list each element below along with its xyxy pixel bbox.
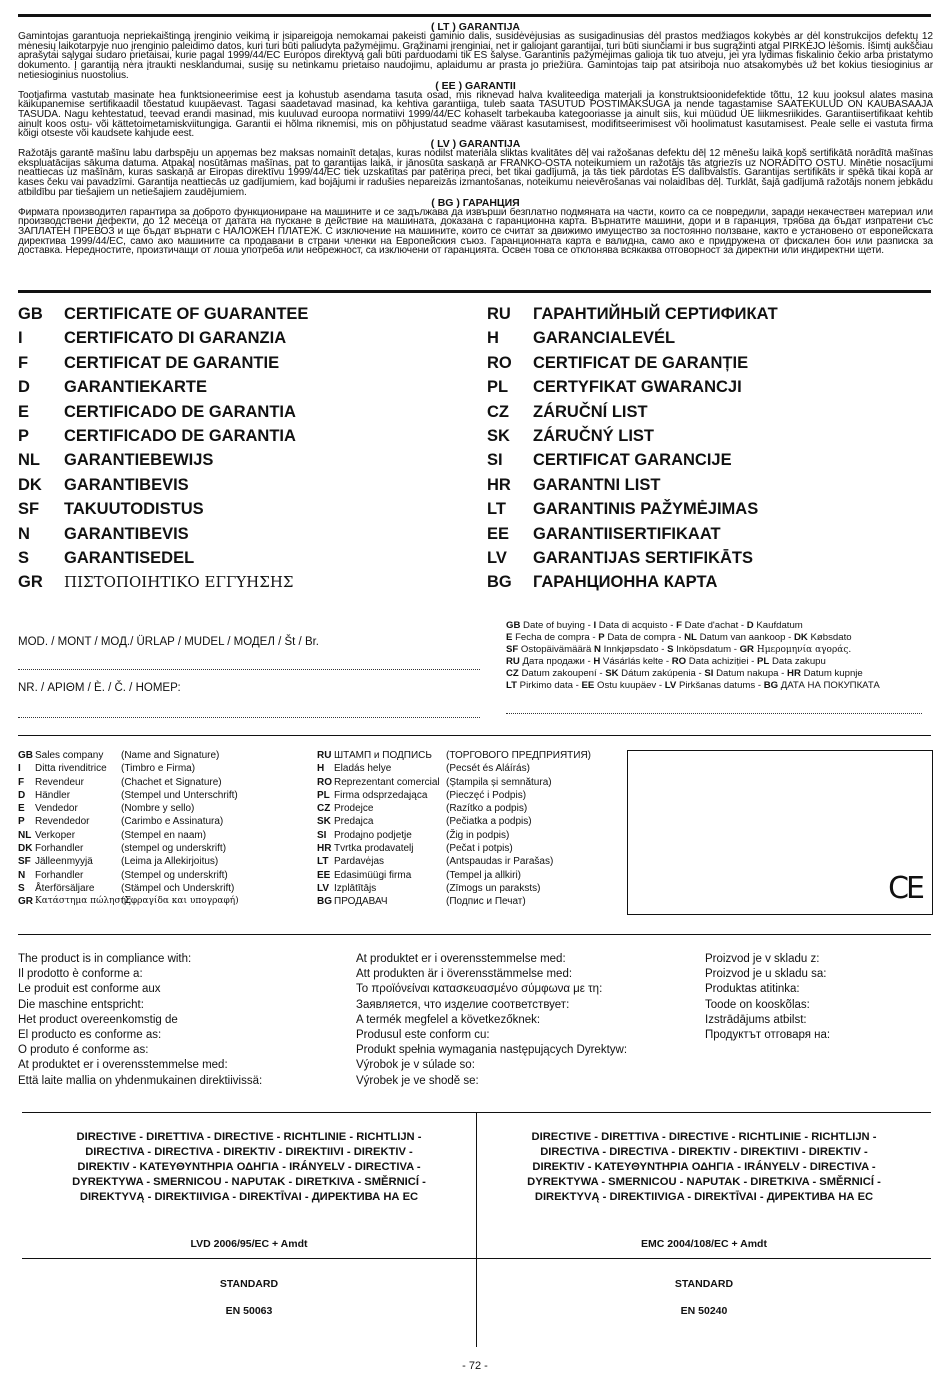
certificate-title: CERTIFICATE OF GUARANTEE xyxy=(64,305,309,323)
guarantee-section-title: ( EE ) GARANTII xyxy=(435,79,516,92)
language-code: CZ xyxy=(487,402,509,421)
language-code: PL xyxy=(317,789,330,801)
stamp-signature-label: (Nombre y sello) xyxy=(121,803,195,815)
directive-headings-right xyxy=(477,1130,931,1205)
certificate-row xyxy=(487,403,778,427)
date-of-buying-label: Date d'achat - xyxy=(682,620,747,631)
sales-row xyxy=(317,855,591,868)
certificate-row xyxy=(18,427,308,451)
sales-company-label: Tvrtka prodavatelj xyxy=(334,843,414,855)
stamp-signature-label: (ТОРГОВОГО ПРЕДПРИЯТИЯ) xyxy=(446,750,592,761)
sales-row xyxy=(18,802,239,815)
sales-company-label: Återförsäljare xyxy=(35,882,95,894)
stamp-signature-label: (Подпис и Печат) xyxy=(446,896,526,908)
language-code: GR xyxy=(18,573,43,592)
model-label: MOD. / MONT / МОД./ ÜRLAP / MUDEL / МОДЕЛ / Št / Br. xyxy=(18,636,319,648)
language-code: F xyxy=(676,620,682,631)
certificate-row xyxy=(487,305,778,329)
certificate-row xyxy=(487,378,778,402)
compliance-line: Produkt spełnia wymagania następujących Dyrektyw: xyxy=(356,1044,628,1057)
language-code: GR xyxy=(739,644,754,655)
sales-row xyxy=(317,842,591,855)
certificate-title: ГАРАНЦИОННА КАРТА xyxy=(533,573,718,592)
language-code: P xyxy=(18,816,25,828)
language-code: S xyxy=(18,548,30,567)
stamp-signature-label: (Pecsét és Aláírás) xyxy=(446,763,530,775)
date-of-buying-label: Data de compra - xyxy=(604,632,685,643)
compliance-column-3 xyxy=(705,952,830,1043)
sales-company-label: Edasimüügi firma xyxy=(334,869,412,881)
language-code: HR xyxy=(787,668,801,679)
date-of-buying-label: Kaufdatum xyxy=(753,620,803,631)
date-of-buying-label: Datum zakoupení - xyxy=(518,668,606,679)
language-code: GR xyxy=(18,896,33,908)
language-code: DK xyxy=(18,843,33,855)
guarantee-section-title: ( LT ) GARANTIJA xyxy=(430,21,521,33)
guarantee-section-text: Ražotājs garantē mašīnu labu darbspēju un apņemas bez maksas nomainīt detaļas, kuras nodilst materiāla sliktas kvalitātes dēļ vai ražošanas defektu dēļ 12 mēnešu laikā kopš sertifikātā norādītā mašīnas ekspluatācijas sākuma datuma. Atpakaļ nosūtāmas mašīnas, pat to garantijas laikā, ir jānosūta saskaņā ar FRANKO-OSTA noteikumiem un ražotājs tās atgriezīs uz NORĀDĪTO OSTU. Minētie nosacījumi neattiecas uz mašīnām, kuras saskaņā ar Eiropas direktīvu 1999/44/EC tiek uzskatītas par patēriņa preci, bet tikai gadījumā, ja tās tiek pārdotas ES dalībvalstīs. Garantijas sertifikāts ir spēkā tikai kopā ar kases čeku vai pavadzīmi. Garantija neattiecās uz gadījumiem, kad bojājumi ir radušies nepareizās izmantošanas, noteikumu neievērošanas vai nolaidības dēļ. Turklāt, šajā gadījumā ražotājs nonem jebkādu atbildību par tiešajiem un netiešajiem zaudējumiem. xyxy=(18,148,933,198)
compliance-line: At produktet er i overensstemmelse med: xyxy=(18,1059,228,1072)
ce-mark: CE xyxy=(888,871,922,906)
stamp-signature-label: (Tempel ja allkiri) xyxy=(446,869,522,881)
certificate-title: GARANTISEDEL xyxy=(64,548,195,567)
certificate-row xyxy=(18,451,308,475)
directive-heading-line: DIRECTIVA - DIRECTIVA - DIREKTIV - DIREKTIIVI - DIREKTIV - xyxy=(85,1146,413,1158)
directive-heading-line: DYREKTYWA - SMERNICOU - NAPUTAK - DIRETKIVA - SMĚRNICÍ - xyxy=(527,1176,881,1188)
language-code: D xyxy=(18,789,26,801)
stamp-box xyxy=(627,750,933,915)
certificate-title: GARANTIBEVIS xyxy=(64,524,189,543)
stamp-signature-label: (Pečat i potpis) xyxy=(446,843,513,855)
compliance-line: Että laite mallia on yhdenmukainen direktiivissä: xyxy=(18,1074,263,1087)
model-number-block xyxy=(18,636,480,718)
page-number: - 72 - xyxy=(462,1360,488,1372)
language-code: NL xyxy=(18,451,40,470)
directive-right-column xyxy=(477,1112,931,1317)
date-of-buying-label: Date of buying - xyxy=(520,620,594,631)
language-code: E xyxy=(18,402,30,421)
language-code: NL xyxy=(684,632,697,643)
language-code: D xyxy=(746,620,754,631)
language-code: PL xyxy=(757,656,770,667)
sales-row xyxy=(18,895,239,908)
date-of-buying-label: Pirkimo data - xyxy=(517,680,582,691)
stamp-signature-label: (Stempel und Unterschrift) xyxy=(121,789,238,801)
stamp-signature-label: (Carimbo e Assinatura) xyxy=(121,816,224,828)
sales-row xyxy=(317,789,591,802)
certificate-title: ΠΙΣΤΟΠΟΙΗΤΙΚΟ ΕΓΓΥΗΣΗΣ xyxy=(64,573,294,592)
language-code: I xyxy=(593,620,597,631)
language-code: SK xyxy=(605,668,619,679)
sales-company-label: Forhandler xyxy=(35,843,84,855)
date-of-buying-label: Innkjøpsdato - xyxy=(600,644,668,655)
sales-row xyxy=(18,842,239,855)
compliance-line: A termék megfelel a következőknek: xyxy=(356,1013,541,1026)
guarantee-section-text: Фирмата производител гарантира за доброто функциониране на машините и се задължава да извърши безплатно подмяната на части, които са се повредили, заради некачествен материал или производствени дефекти, до 12 месеца от датата на пускане в действие на машината, доказана с гаранционна карта. Върнатите машини, дори и в гаранция, трябва да бъдат изпратени със ЗАПЛАТЕН ПРЕВОЗ и ще бъдат върнати с НАЛОЖЕН ПЛАТЕЖ. С изключение на машините, които се считат за движимо имущество за постоянно ползване, както е установено от европейската директива 1999/44/ЕС, само ако машините са продавани в страни членки на Европейския съюз. Гаранционната карта е валидна, само ако е придружена от фискален бон или разписка за доставка. Нередностите, произтичащи от лоша употреба или небрежност, са изключени от гаранцията. Освен това се отклонява всякаква отговорност за директни или индиректни щети. xyxy=(18,206,933,257)
language-code: DK xyxy=(18,475,42,494)
certificate-title: TAKUUTODISTUS xyxy=(64,500,204,519)
directive-mid-rule xyxy=(22,1258,931,1259)
language-code: SI xyxy=(487,451,503,470)
sales-row xyxy=(18,815,239,828)
compliance-line: Het product overeenkomstig de xyxy=(18,1013,178,1026)
compliance-column-1 xyxy=(18,952,262,1089)
thin-rule-1 xyxy=(18,735,931,736)
model-dotted-line xyxy=(18,668,480,670)
number-dotted-line xyxy=(18,716,480,718)
stamp-signature-label: (Name and Signature) xyxy=(121,750,220,761)
directive-heading-line: DIREKTYVĄ - DIREKTIIVIGA - DIREKTĪVAI - ДИРЕКТИВА НА ЕС xyxy=(79,1191,419,1203)
certificate-row xyxy=(487,354,778,378)
compliance-line: The product is in compliance with: xyxy=(18,953,192,965)
sales-company-label: Prodajno podjetje xyxy=(334,829,412,841)
sales-row xyxy=(18,829,239,842)
compliance-line: Заявляется, что изделие соответствует: xyxy=(356,998,570,1011)
certificate-row xyxy=(18,549,308,573)
stamp-signature-label: (Pečiatka a podpis) xyxy=(446,816,532,828)
language-code: GB xyxy=(18,305,43,323)
language-code: SF xyxy=(18,500,40,519)
sales-row xyxy=(317,815,591,828)
sales-company-label: Izplātītājs xyxy=(334,882,377,894)
certificate-title: CERTYFIKAT GWARANCJI xyxy=(533,378,742,397)
certificate-title: GARANTIISERTIFIKAAT xyxy=(533,524,721,543)
certificate-title: CERTIFICAT DE GARANȚIE xyxy=(533,353,749,372)
date-of-buying-label: Datum van aankoop - xyxy=(696,632,794,643)
sales-row xyxy=(317,829,591,842)
language-code: SK xyxy=(317,816,331,828)
language-code: LT xyxy=(487,500,506,519)
date-of-buying-label: Data achiziției - xyxy=(686,656,758,667)
standard-right-value: EN 50240 xyxy=(680,1305,728,1317)
language-code: CZ xyxy=(506,668,519,679)
date-of-buying-label: ДАТА НА ПОКУПКАТА xyxy=(778,680,880,691)
language-code: H xyxy=(593,656,601,667)
sales-row xyxy=(317,869,591,882)
language-code: SF xyxy=(18,856,31,868)
date-of-buying-label: Inköpsdatum - xyxy=(673,644,740,655)
language-code: EE xyxy=(581,680,595,691)
sales-company-left xyxy=(18,749,239,909)
language-code: RU xyxy=(506,656,520,667)
guarantee-section-title: ( BG ) ГАРАНЦИЯ xyxy=(431,196,520,209)
certificate-row xyxy=(18,573,308,597)
certificate-row xyxy=(18,354,308,378)
sales-row xyxy=(317,762,591,775)
sales-row xyxy=(18,789,239,802)
certificate-row xyxy=(487,500,778,524)
standard-left-value: EN 50063 xyxy=(225,1305,273,1317)
certificate-title: CERTIFICADO DE GARANTIA xyxy=(64,426,296,445)
certificate-title: ГАРАНТИЙНЫЙ СЕРТИФИКАТ xyxy=(533,305,778,323)
certificate-row xyxy=(487,476,778,500)
stamp-signature-label: (Razítko a podpis) xyxy=(446,803,528,815)
language-code: H xyxy=(317,763,325,775)
date-of-buying-block xyxy=(506,620,926,692)
language-code: LT xyxy=(506,680,518,691)
certificate-title: ZÁRUČNÝ LIST xyxy=(533,426,654,445)
language-code: LV xyxy=(317,882,330,894)
sales-company-label: ПРОДАВАЧ xyxy=(334,896,388,908)
sales-company-label: Jälleenmyyjä xyxy=(35,856,93,868)
sales-company-label: Revendedor xyxy=(35,816,90,828)
date-of-buying-label: Ημερομηνία αγοράς. xyxy=(753,645,852,655)
language-code: CZ xyxy=(317,803,331,815)
certificate-row xyxy=(487,451,778,475)
compliance-column-2 xyxy=(356,952,627,1089)
sales-company-label: Revendeur xyxy=(35,776,84,788)
compliance-line: Le produit est conforme aux xyxy=(18,983,161,996)
certificate-row xyxy=(487,329,778,353)
sales-company-label: Κατάστημα πώλησης xyxy=(35,896,132,907)
certificate-row xyxy=(18,403,308,427)
language-code: RO xyxy=(487,353,512,372)
sales-company-label: Sales company xyxy=(35,750,104,761)
compliance-line: Produktas atitinka: xyxy=(705,983,800,996)
sales-row xyxy=(317,776,591,789)
directive-left-column xyxy=(22,1112,476,1317)
compliance-line: Το προϊόνείναι κατασκευασμένο σύμφωνα με τη: xyxy=(356,983,603,996)
top-rule xyxy=(18,14,931,17)
language-code: BG xyxy=(763,680,779,691)
language-code: N xyxy=(18,869,26,881)
guarantee-text-block xyxy=(18,22,933,256)
stamp-signature-label: (Stempel en naam) xyxy=(121,829,207,841)
sales-company-label: Händler xyxy=(35,789,71,801)
certificate-title: GARANTIEKARTE xyxy=(64,378,207,397)
certificate-title: GARANTIJAS SERTIFIKĀTS xyxy=(533,548,754,567)
compliance-line: Výrobok je v súlade so: xyxy=(356,1059,475,1072)
language-code: GB xyxy=(18,750,33,761)
sales-row xyxy=(18,855,239,868)
language-code: HR xyxy=(317,843,332,855)
directive-heading-line: DIREKTIV - ΚΑΤΕΥΘΥΝΤΗΡΙΑ ΟΔΗΓΙΑ - IRÁNYELV - DIRECTIVA - xyxy=(77,1161,421,1173)
certificate-title: GARANTIEBEWIJS xyxy=(64,451,214,470)
certificate-title: GARANTINIS PAŽYMĖJIMAS xyxy=(533,500,759,519)
language-code: F xyxy=(18,353,29,372)
compliance-line: Die maschine entspricht: xyxy=(18,998,144,1011)
language-code: LV xyxy=(487,548,507,567)
date-of-buying-line xyxy=(506,644,926,656)
sales-company-label: Predajca xyxy=(334,816,374,828)
language-code: EE xyxy=(487,524,510,543)
language-code: RO xyxy=(671,656,687,667)
date-of-buying-label: Købsdato xyxy=(807,632,852,643)
compliance-line: Izstrādājums atbilst: xyxy=(705,1013,807,1026)
directive-left-value: LVD 2006/95/EC + Amdt xyxy=(190,1238,308,1250)
compliance-line: Produsul este conform cu: xyxy=(356,1029,490,1042)
date-of-buying-label: Datum nakupa - xyxy=(713,668,788,679)
language-code: LT xyxy=(317,856,329,868)
compliance-line: O produto é conforme as: xyxy=(18,1044,149,1057)
sales-row xyxy=(18,869,239,882)
language-code: SI xyxy=(317,829,327,841)
sales-company-label: Forhandler xyxy=(35,869,84,881)
guarantee-section-title: ( LV ) GARANTIJA xyxy=(430,138,521,151)
sales-row xyxy=(18,762,239,775)
language-code: SI xyxy=(704,668,714,679)
stamp-signature-label: (Stämpel och Underskrift) xyxy=(121,882,235,894)
compliance-line: Toode on kooskõlas: xyxy=(705,998,810,1011)
certificate-row xyxy=(487,525,778,549)
stamp-signature-label: (Leima ja Allekirjoitus) xyxy=(121,856,219,868)
date-of-buying-label: Dátum zakúpenia - xyxy=(618,668,705,679)
certificate-title: GARANTIBEVIS xyxy=(64,475,189,494)
date-of-buying-label: Vásárlás kelte - xyxy=(600,656,672,667)
language-code: I xyxy=(18,763,21,775)
language-code: DK xyxy=(793,632,808,643)
language-code: S xyxy=(667,644,674,655)
number-label: NR. / ΑΡΙΘΜ / È. / Č. / НОМЕР: xyxy=(18,682,181,694)
date-of-buying-label: Data zakupu xyxy=(769,656,826,667)
stamp-signature-label: (Σφραγίδα και υπογραφή) xyxy=(121,896,239,907)
certificate-title: CERTIFICAT DE GARANTIE xyxy=(64,353,280,372)
compliance-line: At produktet er i overensstemmelse med: xyxy=(356,953,566,965)
sales-company-label: Pardavėjas xyxy=(334,856,385,868)
language-code: BG xyxy=(317,896,332,908)
date-of-buying-line xyxy=(506,668,926,680)
language-code: I xyxy=(18,329,23,348)
certificate-title: GARANCIALEVÉL xyxy=(533,329,676,348)
stamp-signature-label: (stempel og underskrift) xyxy=(121,843,227,855)
language-code: E xyxy=(506,632,513,643)
sales-company-label: Vendedor xyxy=(35,803,78,815)
sales-company-label: Eladás helye xyxy=(334,763,392,775)
stamp-signature-label: (Stempel og underskrift) xyxy=(121,869,228,881)
certificate-row xyxy=(487,549,778,573)
stamp-signature-label: (Pieczęć i Podpis) xyxy=(446,789,527,801)
compliance-line: Att produkten är i överensstämmelse med: xyxy=(356,968,573,981)
certificate-title: ZÁRUČNÍ LIST xyxy=(533,402,648,421)
date-of-buying-label: Fecha de compra - xyxy=(512,632,599,643)
language-code: NL xyxy=(18,829,32,841)
directive-heading-line: DIRECTIVE - DIRETTIVA - DIRECTIVE - RICHTLINIE - RICHTLIJN - xyxy=(531,1131,877,1143)
language-code: PL xyxy=(487,378,509,397)
compliance-line: Proizvod je v skladu z: xyxy=(705,953,820,965)
compliance-line: Výrobek je ve shodě se: xyxy=(356,1074,479,1087)
certificate-row xyxy=(18,329,308,353)
sales-row xyxy=(18,776,239,789)
directive-frame xyxy=(22,1112,931,1347)
language-code: P xyxy=(598,632,605,643)
language-code: H xyxy=(487,329,499,348)
compliance-line: Il prodotto è conforme a: xyxy=(18,968,143,981)
sales-company-label: Prodejce xyxy=(334,803,374,815)
stamp-signature-label: (Ștampila și semnătura) xyxy=(446,776,552,788)
directive-headings-left xyxy=(22,1130,476,1205)
sales-row xyxy=(317,895,591,908)
date-of-buying-line xyxy=(506,632,926,644)
directive-heading-line: DIREKTYVĄ - DIREKTIIVIGA - DIREKTĪVAI - ДИРЕКТИВА НА ЕС xyxy=(534,1191,874,1203)
language-code: BG xyxy=(487,573,512,592)
certificate-row xyxy=(18,305,308,329)
date-of-buying-label: Datum kupnje xyxy=(800,668,863,679)
language-code: SF xyxy=(506,644,519,655)
certificate-title: GARANTNI LIST xyxy=(533,475,661,494)
compliance-line: Proizvod je u skladu sa: xyxy=(705,968,827,981)
standard-label-left: STANDARD xyxy=(219,1278,279,1290)
language-code: F xyxy=(18,776,25,788)
guarantee-section-text: Tootjafirma vastutab masinate hea funktsioneerimise eest ja kohustub asendama tasuta osad, mis riknevad halva kvaliteediga materjali ja konstruktsioonidefektide tõttu, 12 kuu jooksul alates masina käikupanemise sertifikaadil tõestatud kuupäevast. Tagasi saadetavad masinad, ka kehtiva garantiiga, tuleb saata TASUTUD POSTIMAKSUGA ja nende tagastamise SAATEKULUD ON KAUBASAAJA TASUDA. Nagu kehtestatud, teevad erandi masinad, mis kuuluvad euroopa normatiivi 1999/44/EC kohaselt tarbekauba kategooriasse ja ainult siis, kui müüdud ÜE liikmesriikides. Garantiisertifikaat kehtib ainult koos ostu- või kättetoimetamiskviitungiga. Garantii ei hõlma riknemisi, mis on põhjustatud seadme väärast kasutamisest, modifitseerimisest või hoolimatust kasutamisest. Peale selle ei vastuta firma kõigi otseste või kaudsete kahjude eest. xyxy=(18,89,933,140)
certificate-title: CERTIFICATO DI GARANZIA xyxy=(64,329,287,348)
compliance-line: El producto es conforme as: xyxy=(18,1029,162,1042)
certificate-row xyxy=(487,573,778,597)
certificate-titles-right xyxy=(487,305,778,598)
language-code: N xyxy=(594,644,601,655)
date-dotted-line xyxy=(506,712,922,714)
language-code: EE xyxy=(317,869,331,881)
date-of-buying-line xyxy=(506,620,926,632)
guarantee-section-text: Gamintojas garantuoja nepriekaištingą įrenginio veikimą ir įsipareigoja nemokamai pakeisti gaminio dalis, susidėvėjusias as susigadinusias dėl prastos medžiagos kokybės ar dėl konstrukcijos defektų 12 mėnesių laikotarpyje nuo įrenginio paleidimo datos, kuri turi būti paliudyta pažymėjimu. Grąžinami įrenginiai, net ir galiojant garantijai, turi būti siunčiami ir bus sugrąžinti atgal PIRKĖJO lėšomis. Išimtį aukščiau aprašytai sąlygai sudaro prietaisai, kurie pagal 1999/44/EC Europos direktyvą gali būti parduodami tik ES šalyse. Garantinis pažymėjimas galioja tik tuo atveju, jei yra lydimas fiskalinio čekio arba pristatymo dokumento. Į garantiją nėra įtraukti nesklandumai, susiję su netinkamu prietaiso naudojimu, aplaidumu ar prasta jo priežiūra. Gamintojas taip pat atsiriboja nuo atsakomybės už bet kokius tiesioginius ar netiesioginius nuostolius. xyxy=(18,31,933,81)
directive-heading-line: DYREKTYWA - SMERNICOU - NAPUTAK - DIRETKIVA - SMĚRNICÍ - xyxy=(72,1176,426,1188)
date-of-buying-line xyxy=(506,656,926,668)
compliance-line: Продуктът отговаря на: xyxy=(705,1029,831,1042)
sales-company-label: Verkoper xyxy=(35,829,76,841)
directive-heading-line: DIREKTIV - ΚΑΤΕΥΘΥΝΤΗΡΙΑ ΟΔΗΓΙΑ - IRÁNYELV - DIRECTIVA - xyxy=(532,1161,876,1173)
stamp-signature-label: (Antspaudas ir Parašas) xyxy=(446,856,554,868)
language-code: D xyxy=(18,378,30,397)
language-code: HR xyxy=(487,475,511,494)
sales-row xyxy=(18,749,239,762)
sales-company-label: Ditta rivenditrice xyxy=(35,763,107,775)
language-code: S xyxy=(18,882,25,894)
language-code: P xyxy=(18,426,30,445)
language-code: RO xyxy=(317,776,332,788)
date-of-buying-label: Ostopäivämäärä xyxy=(518,644,594,655)
language-code: RU xyxy=(317,750,332,761)
sales-row xyxy=(317,882,591,895)
language-code: N xyxy=(18,524,30,543)
thin-rule-2 xyxy=(18,934,931,935)
certificate-title: CERTIFICAT GARANCIJE xyxy=(533,451,732,470)
language-code: RU xyxy=(487,305,511,323)
date-of-buying-label: Ostu kuupäev - xyxy=(594,680,665,691)
directive-right-value: EMC 2004/108/EC + Amdt xyxy=(641,1238,767,1250)
stamp-signature-label: (Zīmogs un paraksts) xyxy=(446,882,541,894)
language-code: SK xyxy=(487,426,510,445)
certificate-title: CERTIFICADO DE GARANTIA xyxy=(64,402,296,421)
certificate-row xyxy=(18,525,308,549)
certificate-row xyxy=(18,378,308,402)
divider-rule xyxy=(18,290,931,293)
date-of-buying-label: Pirkšanas datums - xyxy=(676,680,764,691)
sales-company-right xyxy=(317,749,591,909)
date-of-buying-line xyxy=(506,680,926,692)
date-of-buying-label: Дата продажи - xyxy=(519,656,594,667)
stamp-signature-label: (Chachet et Signature) xyxy=(121,776,222,788)
sales-row xyxy=(317,749,591,762)
sales-company-label: ШТАМП и ПОДПИСЬ xyxy=(334,750,432,761)
language-code: LV xyxy=(664,680,677,691)
certificate-row xyxy=(18,476,308,500)
standard-label-right: STANDARD xyxy=(674,1278,734,1290)
language-code: GB xyxy=(506,620,521,631)
certificate-titles-left xyxy=(18,305,308,598)
language-code: E xyxy=(18,803,25,815)
sales-company-label: Firma odsprzedająca xyxy=(334,789,428,801)
sales-row xyxy=(317,802,591,815)
date-of-buying-label: Data di acquisto - xyxy=(596,620,677,631)
sales-company-label: Reprezentant comercial xyxy=(334,776,440,788)
certificate-row xyxy=(487,427,778,451)
directive-heading-line: DIRECTIVE - DIRETTIVA - DIRECTIVE - RICHTLINIE - RICHTLIJN - xyxy=(76,1131,422,1143)
sales-row xyxy=(18,882,239,895)
certificate-row xyxy=(18,500,308,524)
directive-heading-line: DIRECTIVA - DIRECTIVA - DIREKTIV - DIREKTIIVI - DIREKTIV - xyxy=(540,1146,868,1158)
stamp-signature-label: (Žig in podpis) xyxy=(446,829,510,841)
stamp-signature-label: (Timbro e Firma) xyxy=(121,763,196,775)
